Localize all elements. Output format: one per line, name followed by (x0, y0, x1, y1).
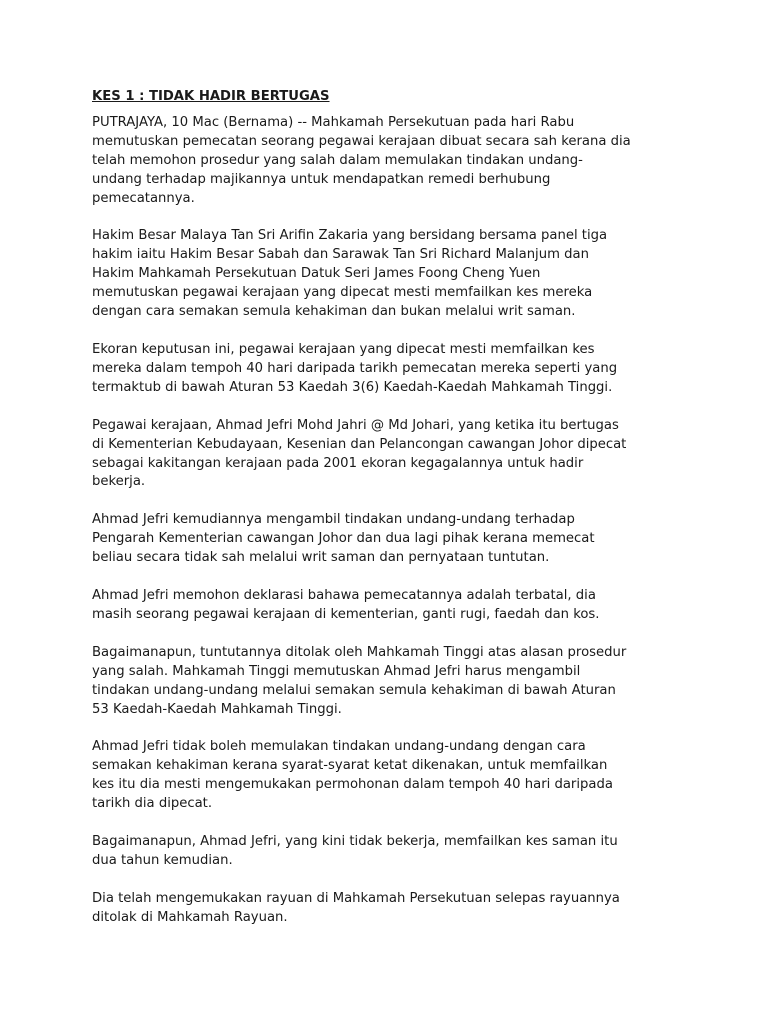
paragraph (92, 511, 682, 568)
paragraph-line: PUTRAJAYA, 10 Mac (Bernama) -- Mahkamah Persekutuan pada hari Rabu (92, 114, 575, 130)
paragraph-line: Bagaimanapun, tuntutannya ditolak oleh Mahkamah Tinggi atas alasan prosedur (92, 644, 627, 660)
paragraph-line: Ahmad Jefri memohon deklarasi bahawa pemecatannya adalah terbatal, dia (92, 588, 596, 604)
paragraph-line: pemecatannya. (92, 190, 195, 206)
paragraph (92, 890, 682, 928)
paragraph-line: dua tahun kemudian. (92, 853, 233, 868)
paragraph-line: telah memohon prosedur yang salah dalam memulakan tindakan undang- (92, 152, 583, 168)
paragraph-line: tarikh dia dipecat. (92, 796, 213, 812)
paragraph-line: masih seorang pegawai kerajaan di kementerian, ganti rugi, faedah dan kos. (92, 606, 600, 622)
paragraph-line: ditolak di Mahkamah Rayuan. (92, 909, 288, 925)
paragraph-list (92, 114, 682, 928)
document-heading: KES 1 : TIDAK HADIR BERTUGAS (92, 89, 330, 104)
paragraph-line: beliau secara tidak sah melalui writ saman dan pernyataan tuntutan. (92, 550, 550, 566)
paragraph-line: Hakim Besar Malaya Tan Sri Arifin Zakaria yang bersidang bersama panel tiga (92, 228, 608, 244)
paragraph (92, 227, 682, 322)
paragraph (92, 738, 682, 814)
paragraph-line: hakim iaitu Hakim Besar Sabah dan Sarawak Tan Sri Richard Malanjum dan (92, 247, 589, 263)
paragraph-line: Bagaimanapun, Ahmad Jefri, yang kini tidak bekerja, memfailkan kes saman itu (92, 834, 618, 850)
paragraph-line: Ahmad Jefri tidak boleh memulakan tindakan undang-undang dengan cara (92, 739, 586, 755)
paragraph-line: Ahmad Jefri kemudiannya mengambil tindakan undang-undang terhadap (92, 512, 575, 528)
paragraph-line: Hakim Mahkamah Persekutuan Datuk Seri James Foong Cheng Yuen (92, 266, 541, 282)
paragraph-line: dengan cara semakan semula kehakiman dan bukan melalui writ saman. (92, 304, 576, 320)
paragraph-line: memutuskan pegawai kerajaan yang dipecat mesti memfailkan kes mereka (92, 285, 593, 301)
paragraph-line: Pegawai kerajaan, Ahmad Jefri Mohd Jahri @ Md Johari, yang ketika itu bertugas (92, 417, 619, 433)
paragraph-line: undang terhadap majikannya untuk mendapatkan remedi berhubung (92, 171, 551, 187)
paragraph-line: 53 Kaedah-Kaedah Mahkamah Tinggi. (92, 701, 342, 717)
paragraph-line: Dia telah mengemukakan rayuan di Mahkamah Persekutuan selepas rayuannya (92, 890, 620, 906)
paragraph-line: tindakan undang-undang melalui semakan semula kehakiman di bawah Aturan (92, 682, 616, 698)
paragraph (92, 833, 682, 871)
paragraph (92, 587, 682, 625)
paragraph-line: termaktub di bawah Aturan 53 Kaedah 3(6) Kaedah-Kaedah Mahkamah Tinggi. (92, 379, 613, 395)
paragraph-line: memutuskan pemecatan seorang pegawai kerajaan dibuat secara sah kerana dia (92, 133, 631, 149)
paragraph-line: semakan kehakiman kerana syarat-syarat ketat dikenakan, untuk memfailkan (92, 758, 608, 774)
paragraph-line: Ekoran keputusan ini, pegawai kerajaan yang dipecat mesti memfailkan kes (92, 341, 595, 357)
document-body (92, 88, 682, 947)
paragraph-line: bekerja. (92, 474, 146, 490)
paragraph (92, 644, 682, 720)
paragraph-line: mereka dalam tempoh 40 hari daripada tarikh pemecatan mereka seperti yang (92, 360, 618, 376)
paragraph-line: kes itu dia mesti mengemukakan permohonan dalam tempoh 40 hari daripada (92, 777, 613, 793)
paragraph-line: di Kementerian Kebudayaan, Kesenian dan Pelancongan cawangan Johor dipecat (92, 436, 627, 452)
paragraph-line: sebagai kakitangan kerajaan pada 2001 ekoran kegagalannya untuk hadir (92, 455, 584, 471)
paragraph-line: Pengarah Kementerian cawangan Johor dan dua lagi pihak kerana memecat (92, 531, 595, 547)
paragraph (92, 341, 682, 398)
paragraph (92, 114, 682, 209)
paragraph-line: yang salah. Mahkamah Tinggi memutuskan Ahmad Jefri harus mengambil (92, 663, 581, 679)
paragraph (92, 417, 682, 493)
